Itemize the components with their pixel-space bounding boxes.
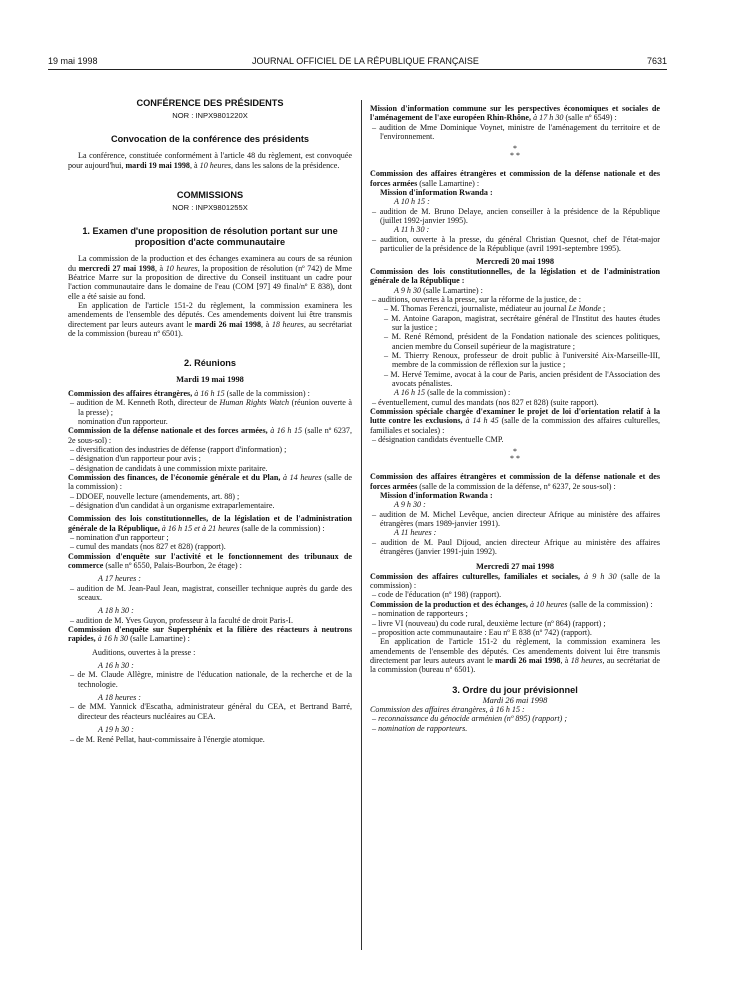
- agenda-item: – audition de M. Kenneth Roth, directeur de Human Rights Watch (réunion ouverte à la presse) ;: [70, 398, 353, 417]
- separator-star: *: [513, 447, 517, 457]
- mission-heading: Mission d'information Rwanda :: [380, 188, 493, 198]
- separator-star: *: [513, 144, 517, 154]
- section-1-paragraph-2: En application de l'article 151-2 du règlement, la commission examinera les amendements de l'ensemble des députés. Ces amendements doivent lui être transmis directement par leurs auteurs avant le mardi 26 mai 1998, à 18 heures, au secrétariat de la commission (bureau nº 6501).: [68, 301, 352, 339]
- commission-entry: Commission de la production et des échanges, à 10 heures (salle de la commission) :: [370, 599, 653, 609]
- conference-nor: NOR : INPX9801220X: [172, 111, 248, 120]
- conference-title: CONFÉRENCE DES PRÉSIDENTS: [136, 98, 284, 108]
- header-journal-title: JOURNAL OFFICIEL DE LA RÉPUBLIQUE FRANÇAISE: [252, 56, 479, 66]
- column-divider: [361, 100, 362, 950]
- agenda-item: – audition de M. Michel Levêque, ancien directeur Afrique au ministère des affaires étrangères (mars 1989-janvier 1991).: [372, 509, 660, 529]
- commission-entry: Commission d'enquête sur l'activité et le fonctionnement des tribunaux de commerce (salle nº 6550, Palais-Bourbon, 2e étage) :: [68, 551, 352, 570]
- mission-entry: Mission d'information commune sur les perspectives économiques et sociales de l'aménagement de l'axe européen Rhin-Rhône, à 17 h 30 (salle nº 6549) :: [370, 104, 660, 123]
- agenda-item: nomination d'un rapporteur.: [78, 416, 168, 426]
- agenda-item: – livre VI (nouveau) du code rural, deuxième lecture (nº 864) (rapport) ;: [372, 618, 606, 628]
- commission-entry: Commission des affaires étrangères et commission de la défense nationale et des forces armées (salle de la commission de la défense, nº 6237, 2e sous-sol) :: [370, 472, 660, 491]
- agenda-item: – reconnaissance du génocide arménien (nº 895) (rapport) ;: [372, 714, 568, 724]
- agenda-item: – audition, ouverte à la presse, du général Christian Quesnot, chef de l'état-major particulier de la présidence de la République (avril 1991-septembre 1995).: [372, 234, 660, 254]
- agenda-item: – diversification des industries de défense (rapport d'information) ;: [70, 444, 287, 454]
- mission-heading: Mission d'information Rwanda :: [380, 491, 493, 501]
- commission-entry: Commission des lois constitutionnelles, de la législation et de l'administration générale de la République :: [370, 266, 660, 286]
- commission-entry: Commission de la défense nationale et des forces armées, à 16 h 15 (salle nº 6237, 2e sous-sol) :: [68, 426, 352, 445]
- separator-stars: * *: [510, 151, 520, 161]
- day-heading: Mardi 19 mai 1998: [176, 375, 244, 385]
- agenda-item: – de M. Claude Allègre, ministre de l'éducation nationale, de la recherche et de la technologie.: [70, 670, 352, 689]
- time-slot: A 17 heures :: [98, 574, 141, 584]
- separator-stars: * *: [510, 454, 520, 464]
- commission-entry: Commission des affaires culturelles, familiales et sociales, à 9 h 30 (salle de la commission) :: [370, 571, 660, 591]
- header-page-number: 7631: [646, 56, 667, 66]
- time-slot: A 11 h 30 :: [394, 225, 430, 235]
- section-1-title: 1. Examen d'une proposition de résolution portant sur une proposition d'acte communautaire: [82, 226, 338, 248]
- agenda-item: – désignation candidats éventuelle CMP.: [372, 435, 504, 444]
- agenda-item: – cumul des mandats (nos 827 et 828) (rapport).: [70, 542, 226, 552]
- right-column: [370, 104, 660, 733]
- agenda-item: – de M. René Pellat, haut-commissaire à l'énergie atomique.: [70, 734, 265, 744]
- agenda-item: – auditions, ouvertes à la presse, sur la réforme de la justice, de :: [372, 294, 582, 304]
- section-3-title: 3. Ordre du jour prévisionnel: [452, 684, 578, 695]
- time-slot: A 16 h 15 (salle de la commission) :: [394, 388, 511, 398]
- header-date: 19 mai 1998: [48, 56, 98, 66]
- speaker-item: – M. Thierry Renoux, professeur de droit public à l'université Aix-Marseille-III, membre de la commission de réflexion sur la justice ;: [384, 350, 660, 370]
- agenda-item: – désignation de candidats à une commission mixte paritaire.: [70, 463, 268, 473]
- agenda-item: – proposition acte communautaire : Eau nº E 838 (nº 742) (rapport).: [372, 627, 592, 637]
- auditions-note: Auditions, ouvertes à la presse :: [92, 647, 196, 657]
- time-slot: A 9 h 30 :: [394, 500, 426, 510]
- commissions-nor: NOR : INPX9801255X: [172, 203, 248, 213]
- agenda-item: – nomination de rapporteurs ;: [372, 609, 468, 619]
- day-heading: Mercredi 20 mai 1998: [475, 257, 555, 267]
- day-heading: Mardi 26 mai 1998: [482, 695, 548, 705]
- commission-entry: Commission d'enquête sur Superphénix et la filière des réacteurs à neutrons rapides, à 16 h 30 (salle Lamartine) :: [68, 625, 352, 644]
- agenda-item: – audition de M. Paul Dijoud, ancien directeur Afrique au ministère des affaires étrangères (janvier 1991-juin 1992).: [372, 537, 660, 557]
- agenda-item: – désignation d'un rapporteur pour avis ;: [70, 454, 201, 464]
- convocation-text: La conférence, constituée conformément à l'article 48 du règlement, est convoquée pour aujourd'hui, mardi 19 mai 1998, à 10 heures, dans les salons de la présidence.: [68, 151, 352, 170]
- time-slot: A 19 h 30 :: [98, 725, 134, 735]
- commission-entry: Commission spéciale chargée d'examiner le projet de loi d'orientation relatif à la lutte contre les exclusions, à 14 h 45 (salle de la commission des affaires culturelles, familiales et sociales) :: [370, 406, 660, 435]
- agenda-item: – éventuellement, cumul des mandats (nos 827 et 828) (suite rapport).: [372, 397, 599, 407]
- agenda-item: – audition de M. Jean-Paul Jean, magistrat, conseiller technique auprès du garde des sceaux.: [70, 583, 352, 603]
- section-1-paragraph-1: La commission de la production et des échanges examinera au cours de sa réunion du mercredi 27 mai 1998, à 10 heures, la proposition de résolution (nº 742) de Mme Béatrice Marre sur la proposition de directive du Conseil instituant un cadre pour l'action communautaire dans le domaine de l'eau (COM [97] 49 final/nº E 838), dont elle a été saisie au fond.: [68, 254, 352, 301]
- left-column: [68, 98, 352, 744]
- agenda-item: – audition de M. Yves Guyon, professeur à la faculté de droit Paris-I.: [70, 615, 293, 625]
- agenda-item: – audition de Mme Dominique Voynet, ministre de l'aménagement du territoire et de l'environnement.: [372, 122, 660, 142]
- commission-entry: Commission des finances, de l'économie générale et du Plan, à 14 heures (salle de la commission) :: [68, 472, 352, 492]
- commission-entry: Commission des affaires étrangères et commission de la défense nationale et des forces armées (salle Lamartine) :: [370, 169, 660, 188]
- speaker-item: – M. Hervé Temime, avocat à la cour de Paris, ancien président de l'Association des avocats pénalistes.: [384, 369, 660, 388]
- time-slot: A 18 heures :: [98, 693, 141, 703]
- time-slot: A 9 h 30 (salle Lamartine) :: [394, 285, 483, 295]
- agenda-item: – désignation d'un candidat à un organisme extraparlementaire.: [70, 500, 275, 510]
- time-slot: A 16 h 30 :: [98, 661, 134, 671]
- agenda-item: – nomination de rapporteurs.: [372, 723, 468, 733]
- convocation-title: Convocation de la conférence des présidents: [110, 134, 310, 145]
- amendment-paragraph: En application de l'article 151-2 du règlement, la commission examinera les amendements de l'ensemble des députés. Ces amendements doivent lui être transmis directement par leurs auteurs avant le mardi 26 mai 1998, à 18 heures, au secrétariat de la commission (bureau nº 6501).: [370, 637, 660, 675]
- header-rule: [48, 69, 667, 70]
- day-heading: Mercredi 27 mai 1998: [475, 562, 555, 572]
- speaker-item: – M. René Rémond, président de la Fondation nationale des sciences politiques, ancien membre du Conseil supérieur de la magistrature ;: [384, 332, 660, 351]
- agenda-item: – de MM. Yannick d'Escatha, administrateur général du CEA, et Bertrand Barré, directeur des réacteurs nucléaires au CEA.: [70, 702, 352, 721]
- speaker-item: – M. Thomas Ferenczi, journaliste, médiateur au journal Le Monde ;: [384, 304, 606, 314]
- speaker-item: – M. Antoine Garapon, magistrat, secrétaire général de l'Institut des hautes études sur la justice ;: [384, 313, 660, 332]
- commissions-title: COMMISSIONS: [176, 190, 244, 201]
- commission-entry: Commission des affaires étrangères, à 16 h 15 (salle de la commission) :: [68, 388, 310, 398]
- agenda-item: – nomination d'un rapporteur ;: [70, 532, 169, 542]
- time-slot: A 10 h 15 :: [394, 197, 430, 207]
- agenda-item: – code de l'éducation (nº 198) (rapport).: [372, 590, 502, 600]
- page-header: [0, 56, 731, 70]
- commission-entry: Commission des affaires étrangères, à 16 h 15 :: [370, 704, 525, 714]
- time-slot: A 11 heures :: [394, 528, 437, 538]
- time-slot: A 18 h 30 :: [98, 606, 134, 616]
- section-2-title: 2. Réunions: [183, 358, 237, 369]
- agenda-item: – DDOEF, nouvelle lecture (amendements, art. 88) ;: [70, 491, 240, 501]
- commission-entry: Commission des lois constitutionnelles, de la législation et de l'administration générale de la République, à 16 h 15 et à 21 heures (salle de la commission) :: [68, 514, 352, 533]
- agenda-item: – audition de M. Bruno Delaye, ancien conseiller à la présidence de la République (juillet 1992-janvier 1995).: [372, 206, 660, 226]
